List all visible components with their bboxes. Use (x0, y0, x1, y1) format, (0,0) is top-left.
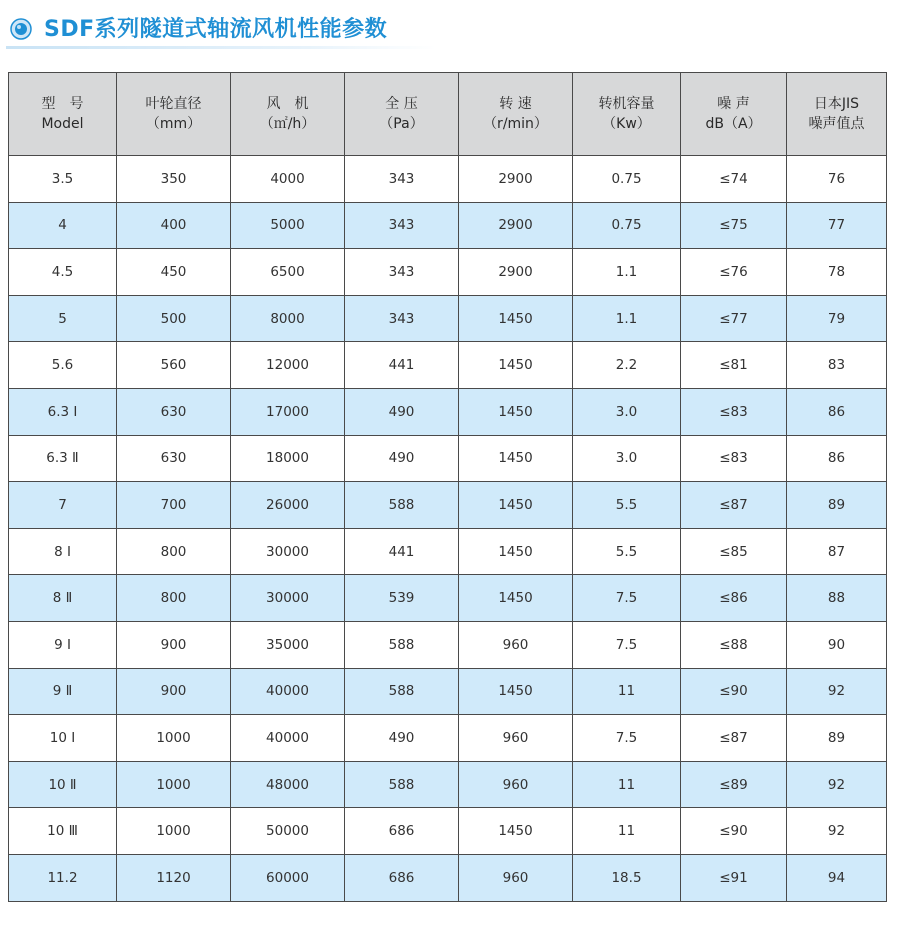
table-cell: 539 (345, 575, 459, 622)
table-cell: 7.5 (573, 575, 681, 622)
table-cell: 3.5 (9, 156, 117, 203)
table-cell: 77 (787, 202, 887, 249)
table-row (9, 482, 887, 529)
table-cell: 94 (787, 854, 887, 901)
table-row (9, 295, 887, 342)
table-cell: ≤83 (681, 435, 787, 482)
table-cell: 343 (345, 249, 459, 296)
column-header-unit: 噪声值点 (808, 116, 865, 132)
table-body (9, 156, 887, 902)
table-cell: 89 (787, 715, 887, 762)
table-cell: 89 (787, 482, 887, 529)
column-header (117, 73, 231, 156)
column-header-label: 日本JIS (813, 96, 860, 112)
column-header-label: 噪 声 (717, 96, 750, 112)
table-cell: 400 (117, 202, 231, 249)
table-cell: 5.5 (573, 482, 681, 529)
table-cell: 90 (787, 621, 887, 668)
table-cell: ≤81 (681, 342, 787, 389)
table-cell: 11 (573, 808, 681, 855)
table-cell: 9 Ⅱ (9, 668, 117, 715)
column-header-unit: （㎡/h） (259, 116, 316, 132)
table-cell: 86 (787, 435, 887, 482)
table-row (9, 575, 887, 622)
table-row (9, 342, 887, 389)
table-cell: 78 (787, 249, 887, 296)
table-cell: 11 (573, 761, 681, 808)
table-cell: 800 (117, 575, 231, 622)
table-cell: 343 (345, 156, 459, 203)
table-cell: ≤88 (681, 621, 787, 668)
table-cell: 1.1 (573, 295, 681, 342)
table-cell: 9 Ⅰ (9, 621, 117, 668)
table-cell: 560 (117, 342, 231, 389)
table-cell: 1120 (117, 854, 231, 901)
column-header (345, 73, 459, 156)
table-cell: 87 (787, 528, 887, 575)
table-cell: 1450 (459, 575, 573, 622)
table-cell: 441 (345, 342, 459, 389)
column-header (459, 73, 573, 156)
column-header-label: 风 机 (266, 96, 309, 112)
table-cell: 6.3 Ⅱ (9, 435, 117, 482)
column-header-unit: （Kw） (602, 116, 651, 132)
table-cell: 40000 (231, 668, 345, 715)
table-cell: 7 (9, 482, 117, 529)
table-cell: 960 (459, 621, 573, 668)
table-cell: ≤89 (681, 761, 787, 808)
column-header (681, 73, 787, 156)
table-cell: 490 (345, 388, 459, 435)
column-header-label: 叶轮直径 (145, 96, 202, 112)
table-cell: 686 (345, 854, 459, 901)
table-row (9, 621, 887, 668)
table-cell: ≤77 (681, 295, 787, 342)
table-cell: 450 (117, 249, 231, 296)
table-cell: 6500 (231, 249, 345, 296)
table-cell: 40000 (231, 715, 345, 762)
page-title: SDF系列隧道式轴流风机性能参数 (44, 17, 388, 42)
table-cell: 1450 (459, 808, 573, 855)
table-row (9, 435, 887, 482)
table-cell: 79 (787, 295, 887, 342)
table-cell: 5000 (231, 202, 345, 249)
column-header-unit: dB（A） (705, 116, 762, 132)
table-cell: 2900 (459, 249, 573, 296)
table-cell: ≤76 (681, 249, 787, 296)
table-cell: 588 (345, 668, 459, 715)
table-cell: 50000 (231, 808, 345, 855)
table-row (9, 249, 887, 296)
table-cell: ≤83 (681, 388, 787, 435)
table-cell: 350 (117, 156, 231, 203)
table-cell: 588 (345, 761, 459, 808)
table-cell: 76 (787, 156, 887, 203)
table-cell: ≤85 (681, 528, 787, 575)
table-cell: 11 (573, 668, 681, 715)
table-cell: 5.6 (9, 342, 117, 389)
table-row (9, 854, 887, 901)
table-cell: 92 (787, 808, 887, 855)
table-cell: 490 (345, 435, 459, 482)
table-cell: 3.0 (573, 388, 681, 435)
column-header-label: 全 压 (385, 96, 418, 112)
table-cell: 30000 (231, 528, 345, 575)
table-row (9, 715, 887, 762)
table-row (9, 202, 887, 249)
table-cell: 4000 (231, 156, 345, 203)
table-cell: 588 (345, 482, 459, 529)
table-cell: 343 (345, 295, 459, 342)
table-cell: 800 (117, 528, 231, 575)
column-header-unit: （Pa） (379, 116, 424, 132)
table-cell: 0.75 (573, 202, 681, 249)
column-header-unit: （r/min） (483, 116, 548, 132)
table-cell: 1450 (459, 388, 573, 435)
table-row (9, 808, 887, 855)
table-row (9, 528, 887, 575)
table-cell: 12000 (231, 342, 345, 389)
table-cell: 7.5 (573, 621, 681, 668)
table-cell: 4 (9, 202, 117, 249)
table-cell: 92 (787, 668, 887, 715)
column-header (231, 73, 345, 156)
table-cell: 17000 (231, 388, 345, 435)
circle-bullet-icon (10, 18, 32, 40)
column-header-label: 转机容量 (598, 96, 655, 112)
table-cell: 900 (117, 621, 231, 668)
table-cell: 10 Ⅲ (9, 808, 117, 855)
table-cell: 1000 (117, 761, 231, 808)
table-cell: 1450 (459, 342, 573, 389)
table-cell: 1450 (459, 295, 573, 342)
table-cell: 2900 (459, 156, 573, 203)
table-cell: 11.2 (9, 854, 117, 901)
table-cell: 630 (117, 388, 231, 435)
column-header-unit: （mm） (145, 116, 202, 132)
table-row (9, 388, 887, 435)
column-header-unit: Model (41, 116, 84, 132)
table-cell: 2900 (459, 202, 573, 249)
column-header (9, 73, 117, 156)
table-cell: 10 Ⅱ (9, 761, 117, 808)
table-cell: 1450 (459, 435, 573, 482)
table-cell: ≤90 (681, 668, 787, 715)
table-cell: 92 (787, 761, 887, 808)
table-cell: 30000 (231, 575, 345, 622)
table-cell: 8 Ⅰ (9, 528, 117, 575)
table-cell: 441 (345, 528, 459, 575)
table-cell: 86 (787, 388, 887, 435)
table-cell: 900 (117, 668, 231, 715)
table-cell: 960 (459, 761, 573, 808)
table-cell: 1000 (117, 715, 231, 762)
table-cell: ≤90 (681, 808, 787, 855)
table-cell: 8 Ⅱ (9, 575, 117, 622)
title-underline (6, 46, 436, 49)
table-cell: 60000 (231, 854, 345, 901)
table-cell: 490 (345, 715, 459, 762)
table-cell: 2.2 (573, 342, 681, 389)
table-cell: 8000 (231, 295, 345, 342)
table-row (9, 761, 887, 808)
table-cell: 83 (787, 342, 887, 389)
section-title-bar (6, 8, 436, 48)
column-header (573, 73, 681, 156)
table-cell: 700 (117, 482, 231, 529)
table-cell: 343 (345, 202, 459, 249)
table-header (9, 73, 887, 156)
table-cell: 5.5 (573, 528, 681, 575)
column-header-label: 型 号 (41, 96, 84, 112)
table-cell: 6.3 Ⅰ (9, 388, 117, 435)
table-cell: 1000 (117, 808, 231, 855)
table-cell: 588 (345, 621, 459, 668)
table-cell: 630 (117, 435, 231, 482)
table-cell: 960 (459, 715, 573, 762)
table-cell: 686 (345, 808, 459, 855)
table-cell: 88 (787, 575, 887, 622)
table-cell: 35000 (231, 621, 345, 668)
header-row (9, 73, 887, 156)
table-cell: 4.5 (9, 249, 117, 296)
table-cell: ≤75 (681, 202, 787, 249)
table-cell: 0.75 (573, 156, 681, 203)
table-cell: 1450 (459, 528, 573, 575)
table-cell: 500 (117, 295, 231, 342)
table-cell: 48000 (231, 761, 345, 808)
table-row (9, 156, 887, 203)
performance-table (8, 72, 887, 902)
table-cell: 10 Ⅰ (9, 715, 117, 762)
table-cell: 1450 (459, 482, 573, 529)
table-cell: 1.1 (573, 249, 681, 296)
column-header (787, 73, 887, 156)
table-cell: 7.5 (573, 715, 681, 762)
table-cell: 1450 (459, 668, 573, 715)
table-cell: 3.0 (573, 435, 681, 482)
table-row (9, 668, 887, 715)
table-cell: 960 (459, 854, 573, 901)
table-cell: ≤87 (681, 715, 787, 762)
table-cell: ≤91 (681, 854, 787, 901)
column-header-label: 转 速 (499, 96, 532, 112)
table-cell: 5 (9, 295, 117, 342)
table-cell: 26000 (231, 482, 345, 529)
table-cell: 18000 (231, 435, 345, 482)
table-cell: 18.5 (573, 854, 681, 901)
table-cell: ≤74 (681, 156, 787, 203)
table-cell: ≤87 (681, 482, 787, 529)
table-cell: ≤86 (681, 575, 787, 622)
